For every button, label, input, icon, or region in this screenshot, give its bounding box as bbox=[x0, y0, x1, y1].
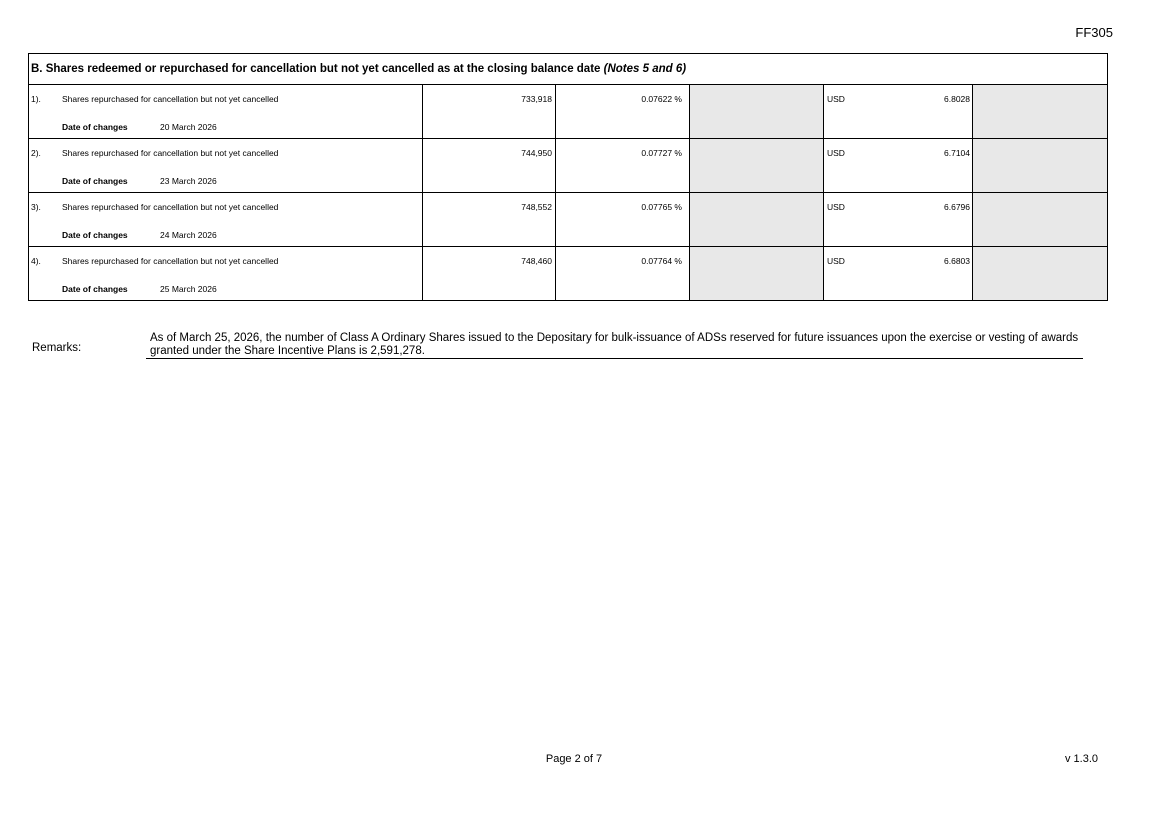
price-cell bbox=[824, 247, 973, 300]
section-title bbox=[29, 54, 1107, 85]
table-row bbox=[29, 139, 1107, 193]
shaded-cell bbox=[690, 193, 824, 246]
section-title-text: B. Shares redeemed or repurchased for cancellation but not yet cancelled as at the closing balance date bbox=[31, 63, 601, 75]
date-of-changes bbox=[62, 176, 217, 186]
shaded-cell bbox=[973, 247, 1107, 300]
version-label: v 1.3.0 bbox=[1064, 753, 1098, 765]
row-description-cell bbox=[29, 85, 423, 138]
price-cell bbox=[824, 139, 973, 192]
page-number: Page 2 of 7 bbox=[545, 753, 603, 765]
currency: USD bbox=[827, 202, 845, 212]
remarks-label: Remarks: bbox=[32, 342, 82, 354]
shaded-cell bbox=[690, 247, 824, 300]
row-index: 3). bbox=[31, 202, 41, 212]
shaded-cell bbox=[690, 139, 824, 192]
date-label: Date of changes bbox=[62, 176, 128, 186]
percentage-cell: 0.07622 % bbox=[556, 85, 690, 138]
date-label: Date of changes bbox=[62, 230, 128, 240]
price-value: 6.7104 bbox=[944, 148, 970, 158]
percentage-cell: 0.07764 % bbox=[556, 247, 690, 300]
date-value: 25 March 2026 bbox=[160, 284, 217, 294]
form-code: FF305 bbox=[1075, 25, 1113, 40]
currency: USD bbox=[827, 94, 845, 104]
price-value: 6.6803 bbox=[944, 256, 970, 266]
row-description: Shares repurchased for cancellation but not yet cancelled bbox=[62, 256, 279, 266]
price-cell bbox=[824, 193, 973, 246]
date-label: Date of changes bbox=[62, 122, 128, 132]
table-row bbox=[29, 85, 1107, 139]
row-description-cell bbox=[29, 139, 423, 192]
shaded-cell bbox=[973, 193, 1107, 246]
date-of-changes bbox=[62, 284, 217, 294]
price-cell bbox=[824, 85, 973, 138]
shares-cell: 744,950 bbox=[423, 139, 556, 192]
row-index: 1). bbox=[31, 94, 41, 104]
percentage-cell: 0.07765 % bbox=[556, 193, 690, 246]
price-value: 6.8028 bbox=[944, 94, 970, 104]
date-label: Date of changes bbox=[62, 284, 128, 294]
row-index: 2). bbox=[31, 148, 41, 158]
date-value: 20 March 2026 bbox=[160, 122, 217, 132]
shares-cell: 748,552 bbox=[423, 193, 556, 246]
price-value: 6.6796 bbox=[944, 202, 970, 212]
table-row bbox=[29, 193, 1107, 247]
shaded-cell bbox=[973, 85, 1107, 138]
remarks-text: As of March 25, 2026, the number of Class A Ordinary Shares issued to the Depositary for bulk-issuance of ADSs reserved for future issuances upon the exercise or vesting of awards granted under the Share Incentive Plans is 2,591,278. bbox=[146, 332, 1083, 359]
date-of-changes bbox=[62, 122, 217, 132]
shaded-cell bbox=[690, 85, 824, 138]
date-value: 23 March 2026 bbox=[160, 176, 217, 186]
currency: USD bbox=[827, 256, 845, 266]
row-description: Shares repurchased for cancellation but not yet cancelled bbox=[62, 202, 279, 212]
table-row bbox=[29, 247, 1107, 300]
percentage-cell: 0.07727 % bbox=[556, 139, 690, 192]
section-notes: (Notes 5 and 6) bbox=[603, 63, 687, 75]
date-value: 24 March 2026 bbox=[160, 230, 217, 240]
currency: USD bbox=[827, 148, 845, 158]
shares-cell: 748,460 bbox=[423, 247, 556, 300]
repurchase-section bbox=[28, 53, 1108, 301]
row-description-cell bbox=[29, 247, 423, 300]
row-description-cell bbox=[29, 193, 423, 246]
shares-cell: 733,918 bbox=[423, 85, 556, 138]
row-index: 4). bbox=[31, 256, 41, 266]
shaded-cell bbox=[973, 139, 1107, 192]
row-description: Shares repurchased for cancellation but not yet cancelled bbox=[62, 94, 279, 104]
row-description: Shares repurchased for cancellation but not yet cancelled bbox=[62, 148, 279, 158]
date-of-changes bbox=[62, 230, 217, 240]
